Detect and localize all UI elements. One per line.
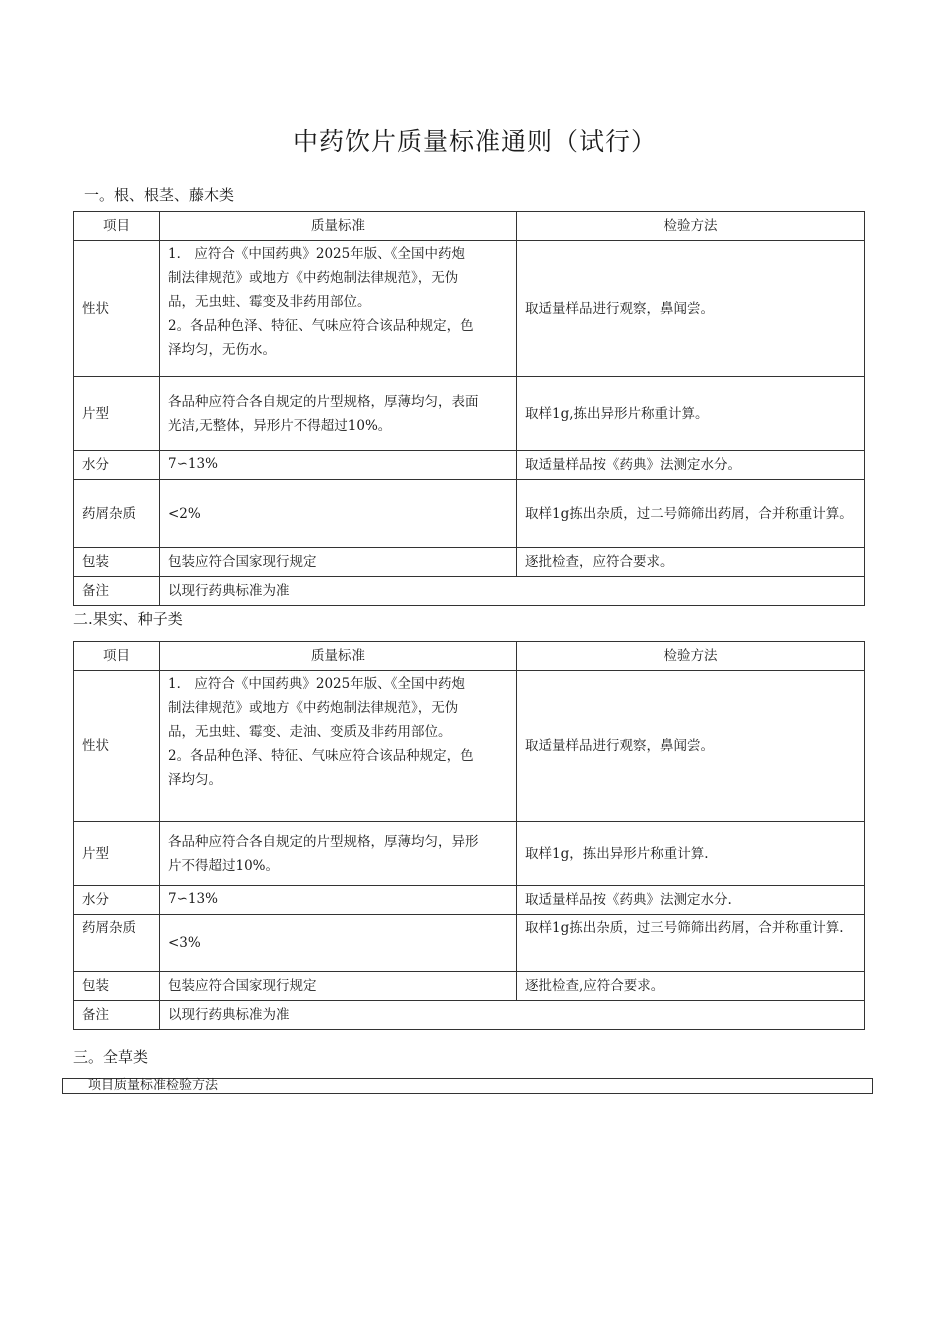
standard-line: 泽均匀。 xyxy=(168,772,222,788)
table-row xyxy=(74,1001,865,1030)
row-method: 取适量样品进行观察，鼻闻尝。 xyxy=(517,241,865,377)
section-1-heading: 一。根、根茎、藤木类 xyxy=(84,186,235,204)
standard-line: 品，无虫蛀、霉变及非药用部位。 xyxy=(168,294,371,310)
row-method: 取样1g，拣出异形片称重计算. xyxy=(517,822,865,886)
standard-line: 品，无虫蛀、霉变、走油、变质及非药用部位。 xyxy=(168,724,452,740)
row-standard: 以现行药典标准为准 xyxy=(160,577,865,606)
header-method: 检验方法 xyxy=(517,642,865,671)
table-row xyxy=(74,972,865,1001)
header-item: 项目 xyxy=(74,212,160,241)
row-standard xyxy=(160,671,517,822)
table-row xyxy=(74,548,865,577)
table-row xyxy=(74,886,865,915)
section-2-heading: 二.果实、种子类 xyxy=(73,610,183,628)
row-item: 包装 xyxy=(74,548,160,577)
row-method: 取样1g,拣出异形片称重计算。 xyxy=(517,377,865,451)
row-standard xyxy=(160,822,517,886)
row-item: 备注 xyxy=(74,1001,160,1030)
row-method: 逐批检查，应符合要求。 xyxy=(517,548,865,577)
section-3-heading: 三。全草类 xyxy=(73,1048,149,1066)
row-method: 取适量样品按《药典》法测定水分. xyxy=(517,886,865,915)
header-method: 检验方法 xyxy=(517,212,865,241)
header-standard: 质量标准 xyxy=(160,212,517,241)
row-item: 片型 xyxy=(74,377,160,451)
row-standard: <3% xyxy=(160,915,517,972)
row-standard: 包装应符合国家现行规定 xyxy=(160,548,517,577)
table-row xyxy=(74,915,865,972)
standard-line: 各品种应符合各自规定的片型规格，厚薄均匀，异形 xyxy=(168,833,479,850)
table-row xyxy=(74,822,865,886)
row-method: 取样1g拣出杂质，过二号筛筛出药屑，合并称重计算。 xyxy=(517,480,865,548)
row-method: 取适量样品进行观察，鼻闻尝。 xyxy=(517,671,865,822)
row-standard: 7∽13% xyxy=(160,451,517,480)
page-title: 中药饮片质量标准通则（试行） xyxy=(292,127,657,156)
row-item: 备注 xyxy=(74,577,160,606)
row-standard: 以现行药典标准为准 xyxy=(160,1001,865,1030)
row-method: 逐批检查,应符合要求。 xyxy=(517,972,865,1001)
standard-line: 片不得超过10%。 xyxy=(168,857,280,874)
row-item: 片型 xyxy=(74,822,160,886)
row-item: 药屑杂质 xyxy=(74,915,160,972)
row-item: 水分 xyxy=(74,886,160,915)
row-standard: 7∽13% xyxy=(160,886,517,915)
standard-line: 泽均匀，无伤水。 xyxy=(168,342,276,358)
table-row xyxy=(74,480,865,548)
table-header-row xyxy=(74,642,865,671)
section-2-table xyxy=(73,641,865,1030)
standard-line: 各品种应符合各自规定的片型规格，厚薄均匀，表面 xyxy=(168,393,479,410)
table-header-row xyxy=(74,212,865,241)
section-3-table-header: 项目质量标准检验方法 xyxy=(62,1078,873,1094)
row-item: 药屑杂质 xyxy=(74,480,160,548)
standard-line: 2。各品种色泽、特征、气味应符合该品种规定，色 xyxy=(168,748,474,764)
row-item: 水分 xyxy=(74,451,160,480)
row-standard xyxy=(160,377,517,451)
table-row xyxy=(74,577,865,606)
table-row xyxy=(74,377,865,451)
row-item: 性状 xyxy=(74,241,160,377)
standard-line: 光洁,无整体，异形片不得超过10%。 xyxy=(168,417,392,434)
standard-line: 2。各品种色泽、特征、气味应符合该品种规定，色 xyxy=(168,318,474,334)
table-row xyxy=(74,671,865,822)
row-item: 性状 xyxy=(74,671,160,822)
row-standard xyxy=(160,241,517,377)
row-method: 取样1g拣出杂质，过三号筛筛出药屑，合并称重计算. xyxy=(517,915,865,972)
table-row xyxy=(74,451,865,480)
section-1-table xyxy=(73,211,865,606)
standard-line: 制法律规范》或地方《中药炮制法律规范》，无伪 xyxy=(168,700,459,716)
row-standard: <2% xyxy=(160,480,517,548)
standard-line: 制法律规范》或地方《中药炮制法律规范》，无伪 xyxy=(168,270,459,286)
header-item: 项目 xyxy=(74,642,160,671)
row-method: 取适量样品按《药典》法测定水分。 xyxy=(517,451,865,480)
row-standard: 包装应符合国家现行规定 xyxy=(160,972,517,1001)
header-standard: 质量标准 xyxy=(160,642,517,671)
row-item: 包装 xyxy=(74,972,160,1001)
standard-line: 1． 应符合《中国药典》2025年版、《全国中药炮 xyxy=(168,246,465,262)
standard-line: 1． 应符合《中国药典》2025年版、《全国中药炮 xyxy=(168,676,465,692)
table-row xyxy=(74,241,865,377)
